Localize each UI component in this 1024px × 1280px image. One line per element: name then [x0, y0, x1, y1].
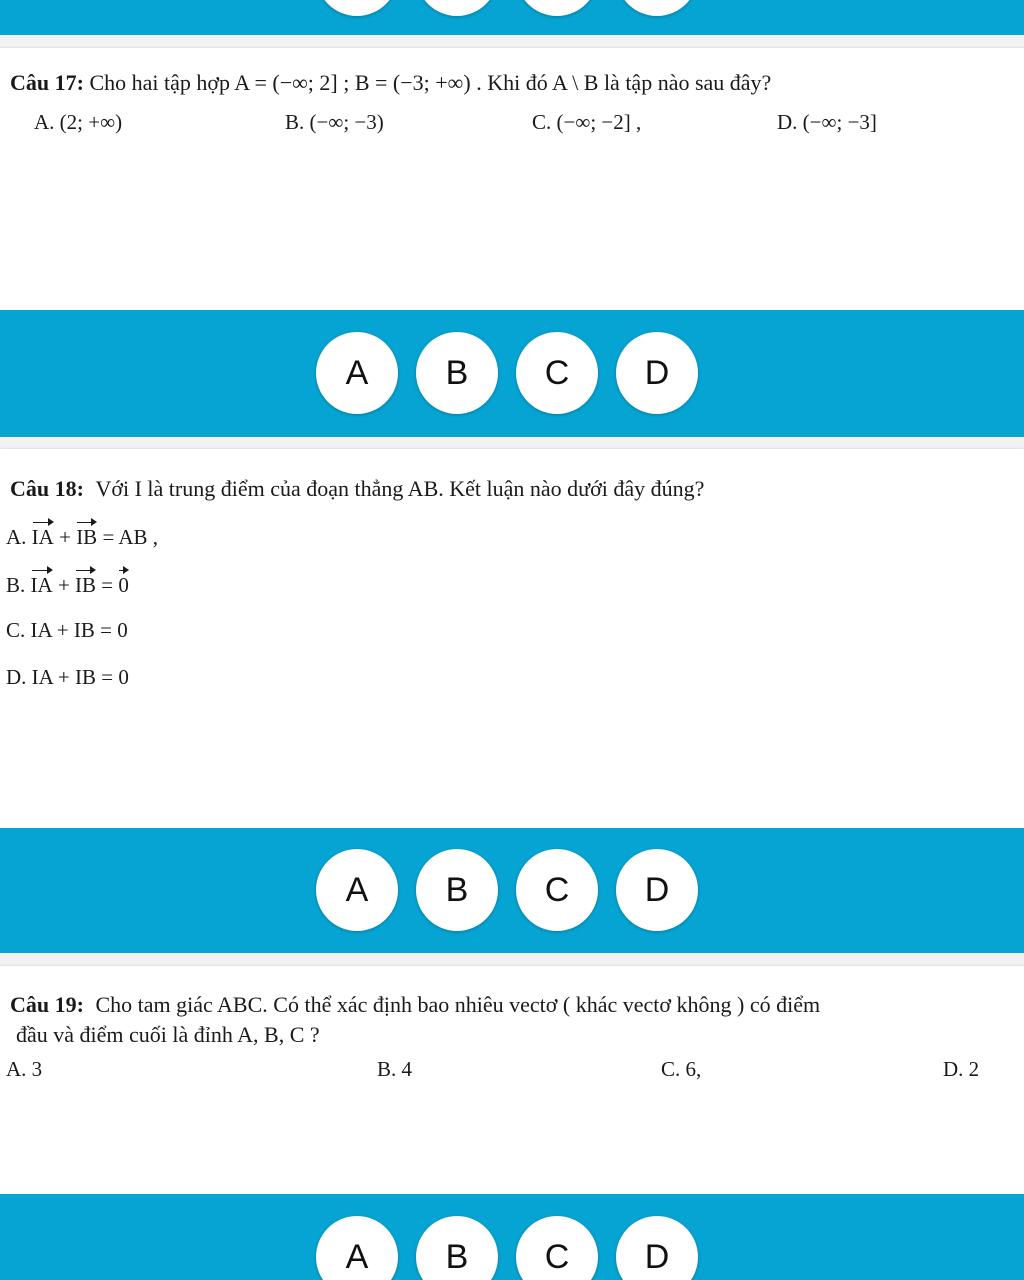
option-prefix: B.	[6, 573, 26, 597]
option-19-b: B. 4	[377, 1057, 413, 1081]
option-prefix: A.	[6, 525, 27, 549]
answer-button-d[interactable]: D	[616, 849, 698, 931]
vector-ia: IA	[30, 573, 53, 597]
option-19-c: C. 6,	[661, 1057, 702, 1081]
option-17-c	[532, 110, 641, 135]
answer-button-d[interactable]	[616, 0, 698, 16]
option-18-c	[6, 618, 128, 643]
option-19-a: A. 3	[6, 1057, 43, 1081]
option-value: (2; +∞)	[59, 110, 123, 134]
answer-button-a[interactable]: A	[316, 332, 398, 414]
question-19-line-1	[10, 992, 820, 1018]
answer-button-b[interactable]: B	[416, 332, 498, 414]
option-value: IA + IB = 0	[31, 665, 129, 689]
option-prefix: D.	[6, 665, 27, 689]
option-prefix: C.	[6, 618, 26, 642]
answer-button-d[interactable]: D	[616, 332, 698, 414]
option-19-d: D. 2	[943, 1057, 980, 1081]
answer-button-b[interactable]: B	[416, 849, 498, 931]
answer-band-18	[0, 828, 1024, 953]
answer-button-c[interactable]	[516, 0, 598, 16]
answer-band-top	[0, 0, 1024, 35]
question-19-label: Câu 19:	[10, 992, 84, 1017]
vector-ia: IA	[31, 525, 54, 549]
option-18-d	[6, 665, 129, 690]
vector-ib: IB	[75, 573, 97, 597]
question-card-19	[0, 966, 1024, 1194]
question-17	[10, 70, 771, 96]
question-19-text: Cho tam giác ABC. Có thể xác định bao nhiêu vectơ ( khác vectơ không ) có điểm	[95, 992, 821, 1017]
answer-button-c[interactable]: C	[516, 332, 598, 414]
plus-sign: +	[52, 573, 76, 597]
answer-button-c[interactable]: C	[516, 1216, 598, 1280]
answer-button-b[interactable]: B	[416, 1216, 498, 1280]
answer-band-17	[0, 310, 1024, 437]
option-prefix: B.	[285, 110, 305, 134]
question-18-label: Câu 18:	[10, 476, 84, 501]
vector-ib: IB	[76, 525, 98, 549]
question-card-18	[0, 449, 1024, 828]
option-18-a	[6, 525, 158, 550]
option-prefix: A.	[34, 110, 55, 134]
question-17-label: Câu 17:	[10, 70, 84, 95]
question-card-17	[0, 48, 1024, 310]
option-prefix: D.	[777, 110, 798, 134]
option-value: (−∞; −3]	[802, 110, 877, 134]
question-18	[10, 476, 704, 502]
option-prefix: C.	[532, 110, 552, 134]
option-18-b	[6, 573, 129, 598]
answer-button-a[interactable]	[316, 0, 398, 16]
answer-button-c[interactable]: C	[516, 849, 598, 931]
answer-button-d[interactable]: D	[616, 1216, 698, 1280]
option-rest: = AB ,	[97, 525, 159, 549]
answer-button-a[interactable]: A	[316, 1216, 398, 1280]
option-value: IA + IB = 0	[30, 618, 128, 642]
option-17-a	[34, 110, 122, 135]
question-19-line-2: đầu và điểm cuối là đỉnh A, B, C ?	[16, 1022, 320, 1047]
plus-sign: +	[53, 525, 77, 549]
equals-sign: =	[96, 573, 119, 597]
question-18-text: Với I là trung điểm của đoạn thẳng AB. Kết luận nào dưới đây đúng?	[95, 476, 705, 501]
question-17-text: Cho hai tập hợp A = (−∞; 2] ; B = (−3; +∞) . Khi đó A \ B là tập nào sau đây?	[89, 70, 772, 95]
answer-band-19	[0, 1194, 1024, 1280]
answer-button-a[interactable]: A	[316, 849, 398, 931]
option-17-b	[285, 110, 384, 135]
option-value: (−∞; −3)	[309, 110, 384, 134]
answer-button-b[interactable]	[416, 0, 498, 16]
zero-vector: 0	[118, 573, 129, 597]
option-17-d	[777, 110, 877, 135]
option-value: (−∞; −2] ,	[556, 110, 642, 134]
